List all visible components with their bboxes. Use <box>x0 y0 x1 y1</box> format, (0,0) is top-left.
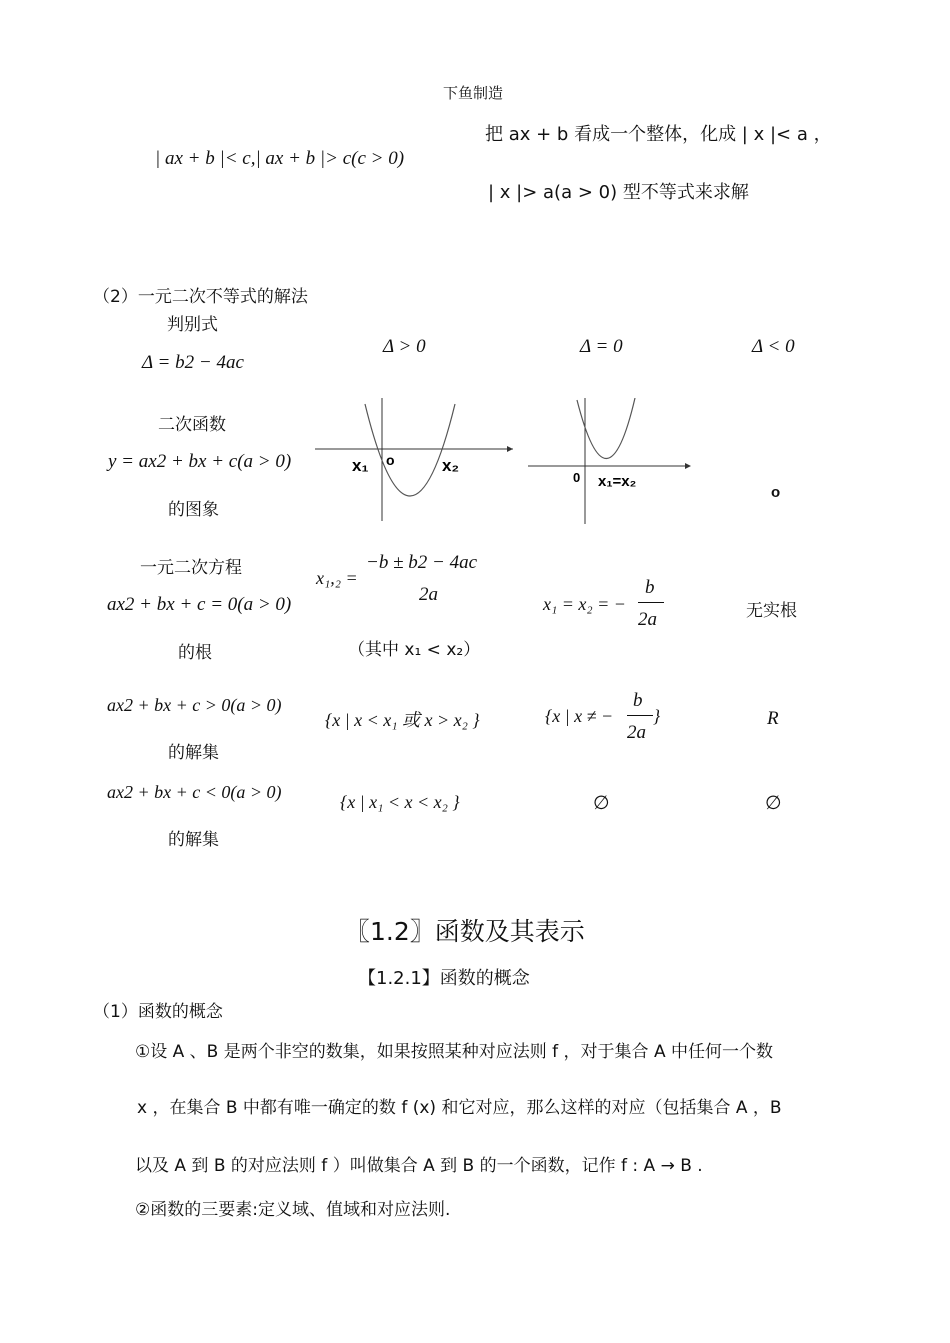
roots-row-label1: 一元二次方程 <box>140 558 242 578</box>
root-x2-label: x₂ <box>442 456 460 475</box>
roots-row-formula: ax2 + bx + c = 0(a > 0) <box>107 594 292 615</box>
discriminant-label: 判别式 <box>167 315 218 335</box>
gt-double-root-solution-rhs: } <box>653 706 661 726</box>
roots-order-note: （其中 x₁ < x₂） <box>348 640 481 660</box>
case-zero-header: Δ = 0 <box>580 336 623 357</box>
lt-double-root-empty-set: ∅ <box>593 792 610 814</box>
root-x1-label: x₁ <box>352 456 369 475</box>
gt-row-formula: ax2 + bx + c > 0(a > 0) <box>107 695 282 715</box>
gt-no-root-solution: R <box>767 708 779 729</box>
roots-row-label2: 的根 <box>178 643 212 663</box>
case-negative-header: Δ < 0 <box>752 336 795 357</box>
case-positive-header: Δ > 0 <box>383 336 426 357</box>
roots-formula-denominator: 2a <box>419 584 438 605</box>
double-root-numerator: b <box>645 577 655 598</box>
lt-no-root-empty-set: ∅ <box>765 792 782 814</box>
x-axis-arrow <box>685 463 691 469</box>
abs-ineq-method-line2: | x |> a(a > 0) 型不等式来求解 <box>488 182 749 203</box>
roots-formula-numerator: −b ± b2 − 4ac <box>366 552 478 573</box>
item-title: （1）函数的概念 <box>93 1002 223 1022</box>
graph-row-label2: 的图象 <box>168 500 219 520</box>
gt-two-roots-solution: {x | x < x₁ 或 x > x₂ } <box>325 710 480 730</box>
origin-label: 0 <box>573 470 581 485</box>
parabola-curve <box>577 398 635 459</box>
quad-section-title: （2）一元二次不等式的解法 <box>93 287 308 307</box>
gt-row-label: 的解集 <box>168 743 219 763</box>
lt-row-label: 的解集 <box>168 830 219 850</box>
double-root-formula-lhs: x₁ = x₂ = − <box>543 594 626 614</box>
x-axis-arrow <box>507 446 513 452</box>
three-elements-line: ②函数的三要素:定义域、值域和对应法则. <box>135 1200 451 1220</box>
discriminant-formula: Δ = b2 − 4ac <box>142 352 244 373</box>
page-header: 下鱼制造 <box>443 84 504 102</box>
abs-ineq-form: | ax + b |< c,| ax + b |> c(c > 0) <box>155 148 405 169</box>
graph-row-formula: y = ax2 + bx + c(a > 0) <box>108 451 292 472</box>
gt-double-root-numerator: b <box>633 690 643 711</box>
origin-label: o <box>386 452 395 468</box>
subsection-heading: 【1.2.1】函数的概念 <box>358 968 530 989</box>
parabola-curve <box>365 404 455 496</box>
definition-line-1: ①设 A 、B 是两个非空的数集，如果按照某种对应法则 f ，对于集合 A 中任何一个数 <box>135 1042 773 1062</box>
gt-double-root-fraction-bar <box>627 715 653 716</box>
graph-row-label1: 二次函数 <box>158 415 226 435</box>
definition-line-2: x ，在集合 B 中都有唯一确定的数 f (x) 和它对应，那么这样的对应（包括集合 A ，B <box>137 1098 782 1118</box>
definition-line-3: 以及 A 到 B 的对应法则 f ）叫做集合 A 到 B 的一个函数，记作 f : A → B . <box>135 1156 703 1176</box>
no-graph-origin-mark: o <box>771 484 781 501</box>
double-root-fraction-bar <box>638 602 664 603</box>
gt-double-root-solution-lhs: {x | x ≠ − <box>545 706 614 726</box>
no-real-root-text: 无实根 <box>746 601 797 621</box>
section-heading: 〖1.2〗函数及其表示 <box>345 917 585 946</box>
lt-two-roots-solution: {x | x₁ < x < x₂ } <box>340 792 460 812</box>
double-root-label: x₁=x₂ <box>598 473 637 490</box>
parabola-double-root-graph <box>525 398 695 526</box>
double-root-denominator: 2a <box>638 609 657 630</box>
abs-ineq-method-line1: 把 ax + b 看成一个整体，化成 | x |< a ， <box>485 124 832 145</box>
roots-formula-lhs: x₁,₂ = <box>316 568 358 588</box>
parabola-two-roots-graph <box>315 398 515 523</box>
lt-row-formula: ax2 + bx + c < 0(a > 0) <box>107 782 282 802</box>
gt-double-root-denominator: 2a <box>627 722 646 743</box>
